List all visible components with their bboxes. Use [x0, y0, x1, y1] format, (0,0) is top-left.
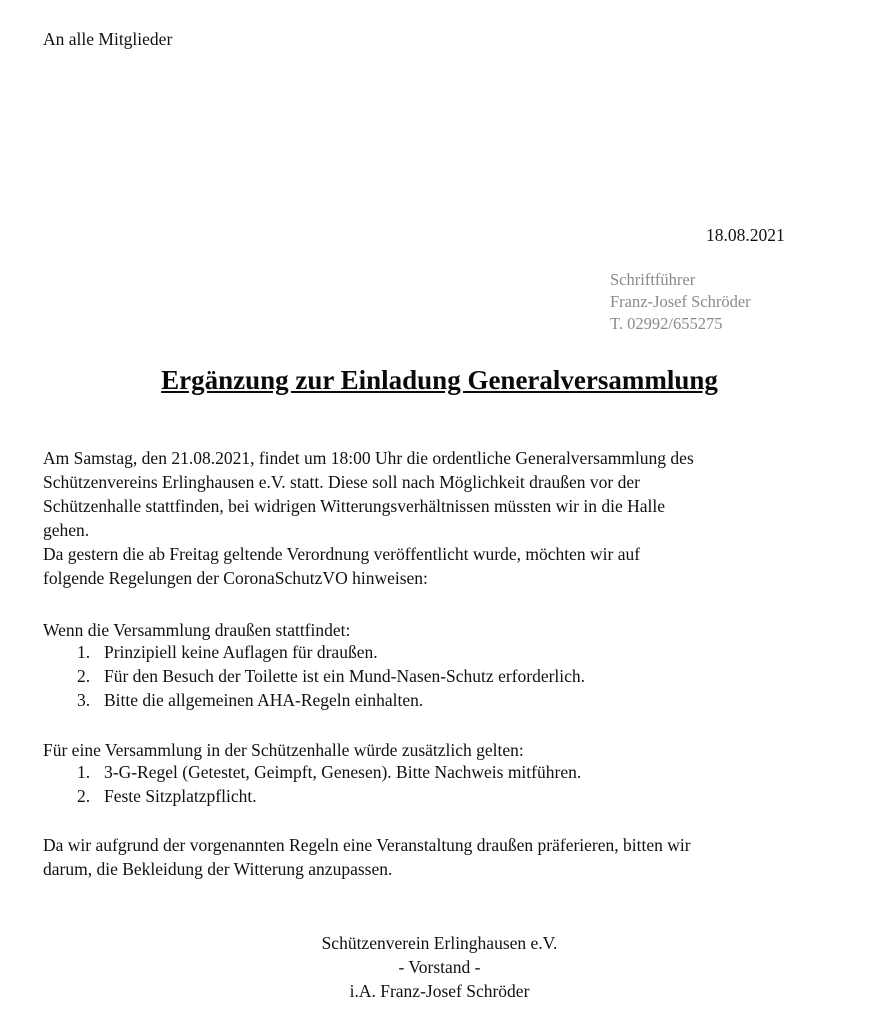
signature-org: Schützenverein Erlinghausen e.V. [321, 933, 558, 953]
list-number: 2. [77, 786, 91, 806]
sender-name: Franz-Josef Schröder [610, 292, 751, 311]
letter-date: 18.08.2021 [706, 225, 785, 245]
indoor-list-item [0, 785, 879, 807]
list-number: 2. [77, 666, 91, 686]
list-number: 3. [77, 690, 91, 710]
intro-line: Schützenvereins Erlinghausen e.V. statt. Diese soll nach Möglichkeit draußen vor der [43, 472, 640, 492]
list-text: Prinzipiell keine Auflagen für draußen. [104, 642, 378, 662]
closing-line: Da wir aufgrund der vorgenannten Regeln eine Veranstaltung draußen präferieren, bitten wir [43, 835, 691, 855]
intro-line: Schützenhalle stattfinden, bei widrigen Witterungsverhältnissen müssten wir in die Halle [43, 496, 666, 516]
closing-line: darum, die Bekleidung der Witterung anzupassen. [43, 859, 393, 879]
outdoor-heading: Wenn die Versammlung draußen stattfindet: [43, 620, 351, 640]
list-number: 1. [77, 642, 91, 662]
intro-line: Da gestern die ab Freitag geltende Verordnung veröffentlicht wurde, möchten wir auf [43, 544, 641, 564]
intro-line: gehen. [43, 520, 90, 540]
signature-board: - Vorstand - [398, 957, 481, 977]
sender-phone: T. 02992/655275 [610, 314, 723, 333]
list-text: Feste Sitzplatzpflicht. [104, 786, 257, 806]
list-text: Für den Besuch der Toilette ist ein Mund-Nasen-Schutz erforderlich. [104, 666, 586, 686]
outdoor-list-item [0, 641, 879, 663]
list-number: 1. [77, 762, 91, 782]
intro-line: Am Samstag, den 21.08.2021, findet um 18:00 Uhr die ordentliche Generalversammlung des [43, 448, 694, 468]
signature-signer: i.A. Franz-Josef Schröder [349, 981, 530, 1001]
list-text: Bitte die allgemeinen AHA-Regeln einhalten. [104, 690, 424, 710]
salutation: An alle Mitglieder [43, 29, 173, 49]
indoor-list-item [0, 761, 879, 783]
sender-role: Schriftführer [610, 270, 696, 289]
intro-line: folgende Regelungen der CoronaSchutzVO hinweisen: [43, 568, 428, 588]
outdoor-list-item [0, 665, 879, 687]
document-title: Ergänzung zur Einladung Generalversammlung [161, 365, 718, 395]
list-text: 3-G-Regel (Getestet, Geimpft, Genesen). Bitte Nachweis mitführen. [104, 762, 582, 782]
indoor-heading: Für eine Versammlung in der Schützenhalle würde zusätzlich gelten: [43, 740, 524, 760]
outdoor-list-item [0, 689, 879, 711]
